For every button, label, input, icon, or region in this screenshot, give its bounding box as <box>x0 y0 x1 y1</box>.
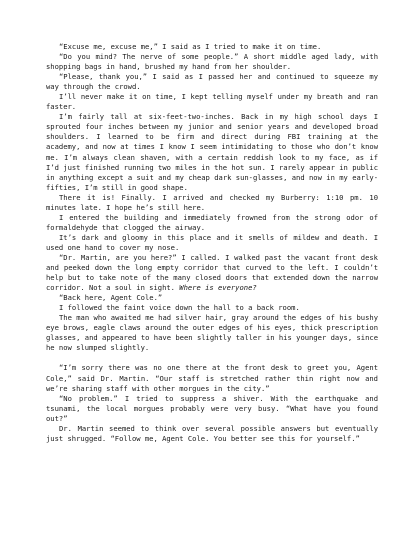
scene-break <box>46 353 378 363</box>
document-page <box>46 42 383 444</box>
paragraph: “Back here, Agent Cole.” <box>59 293 163 303</box>
paragraph: “Excuse me, excuse me,” I said as I tried to make it on time. <box>59 42 322 51</box>
paragraph: There it is! Finally. I arrived and checked my Burberry: 1:10 pm. 10 minutes late. I hope he’s still here. <box>46 192 383 212</box>
paragraph: I’m fairly tall at six-feet-two-inches. Back in my high school days I sprouted four inches between my junior and senior years and developed broad shoulders. I learned to be firm and direct during FBI training at the academy, and now at times I know I seem intimidating to those who don’t know me. I’m always clean shaven, with a certain reddish look to my face, as if I’d just finished running two miles in the hot sun. I rarely appear in public in anything except a suit and my cheap dark sun-glasses, and now in my early-fifties, I’m still in good shape. <box>46 112 383 192</box>
paragraph-text: “Dr. Martin, are you here?” I called. I walked past the vacant front desk and peeked down the long empty corridor that curved to the left. I couldn’t help but to take note of the many closed doors that extended down the narrow corridor. Not a soul in sight. <box>46 252 383 293</box>
paragraph: The man who awaited me had silver hair, gray around the edges of his bushy eye brows, eagle claws around the outer edges of his eyes, thick prescription glasses, and appeared to have been slightly taller in his younger days, since he now slumped slightly. <box>46 313 383 353</box>
paragraph: I followed the faint voice down the hall to a back room. <box>59 303 300 313</box>
paragraph: It’s dark and gloomy in this place and it smells of mildew and death. I used one hand to cover my nose. <box>46 232 383 252</box>
paragraph: Dr. Martin seemed to think over several possible answers but eventually just shrugged. “Follow me, Agent Cole. You better see this for yourself.” <box>46 423 383 443</box>
paragraph: “Do you mind? The nerve of some people.” A short middle aged lady, with shopping bags in hand, brushed my hand from her shoulder. <box>46 52 383 72</box>
paragraph: “No problem.” I tried to suppress a shiver. With the earthquake and tsunami, the local morgues probably were very busy. “What have you found out?” <box>46 393 383 423</box>
italic-thought: Where is everyone? <box>179 283 257 293</box>
paragraph: “I’m sorry there was no one there at the front desk to greet you, Agent Cole,” said Dr. Martin. “Our staff is stretched rather thin right now and we’re sharing staff with other morgues in the city.” <box>46 363 383 393</box>
paragraph <box>46 252 383 293</box>
paragraph: “Please, thank you,” I said as I passed her and continued to squeeze my way through the crowd. <box>46 72 383 92</box>
paragraph: I entered the building and immediately frowned from the strong odor of formaldehyde that clogged the airway. <box>46 212 383 232</box>
paragraph: I’ll never make it on time, I kept telling myself under my breath and ran faster. <box>46 92 383 112</box>
